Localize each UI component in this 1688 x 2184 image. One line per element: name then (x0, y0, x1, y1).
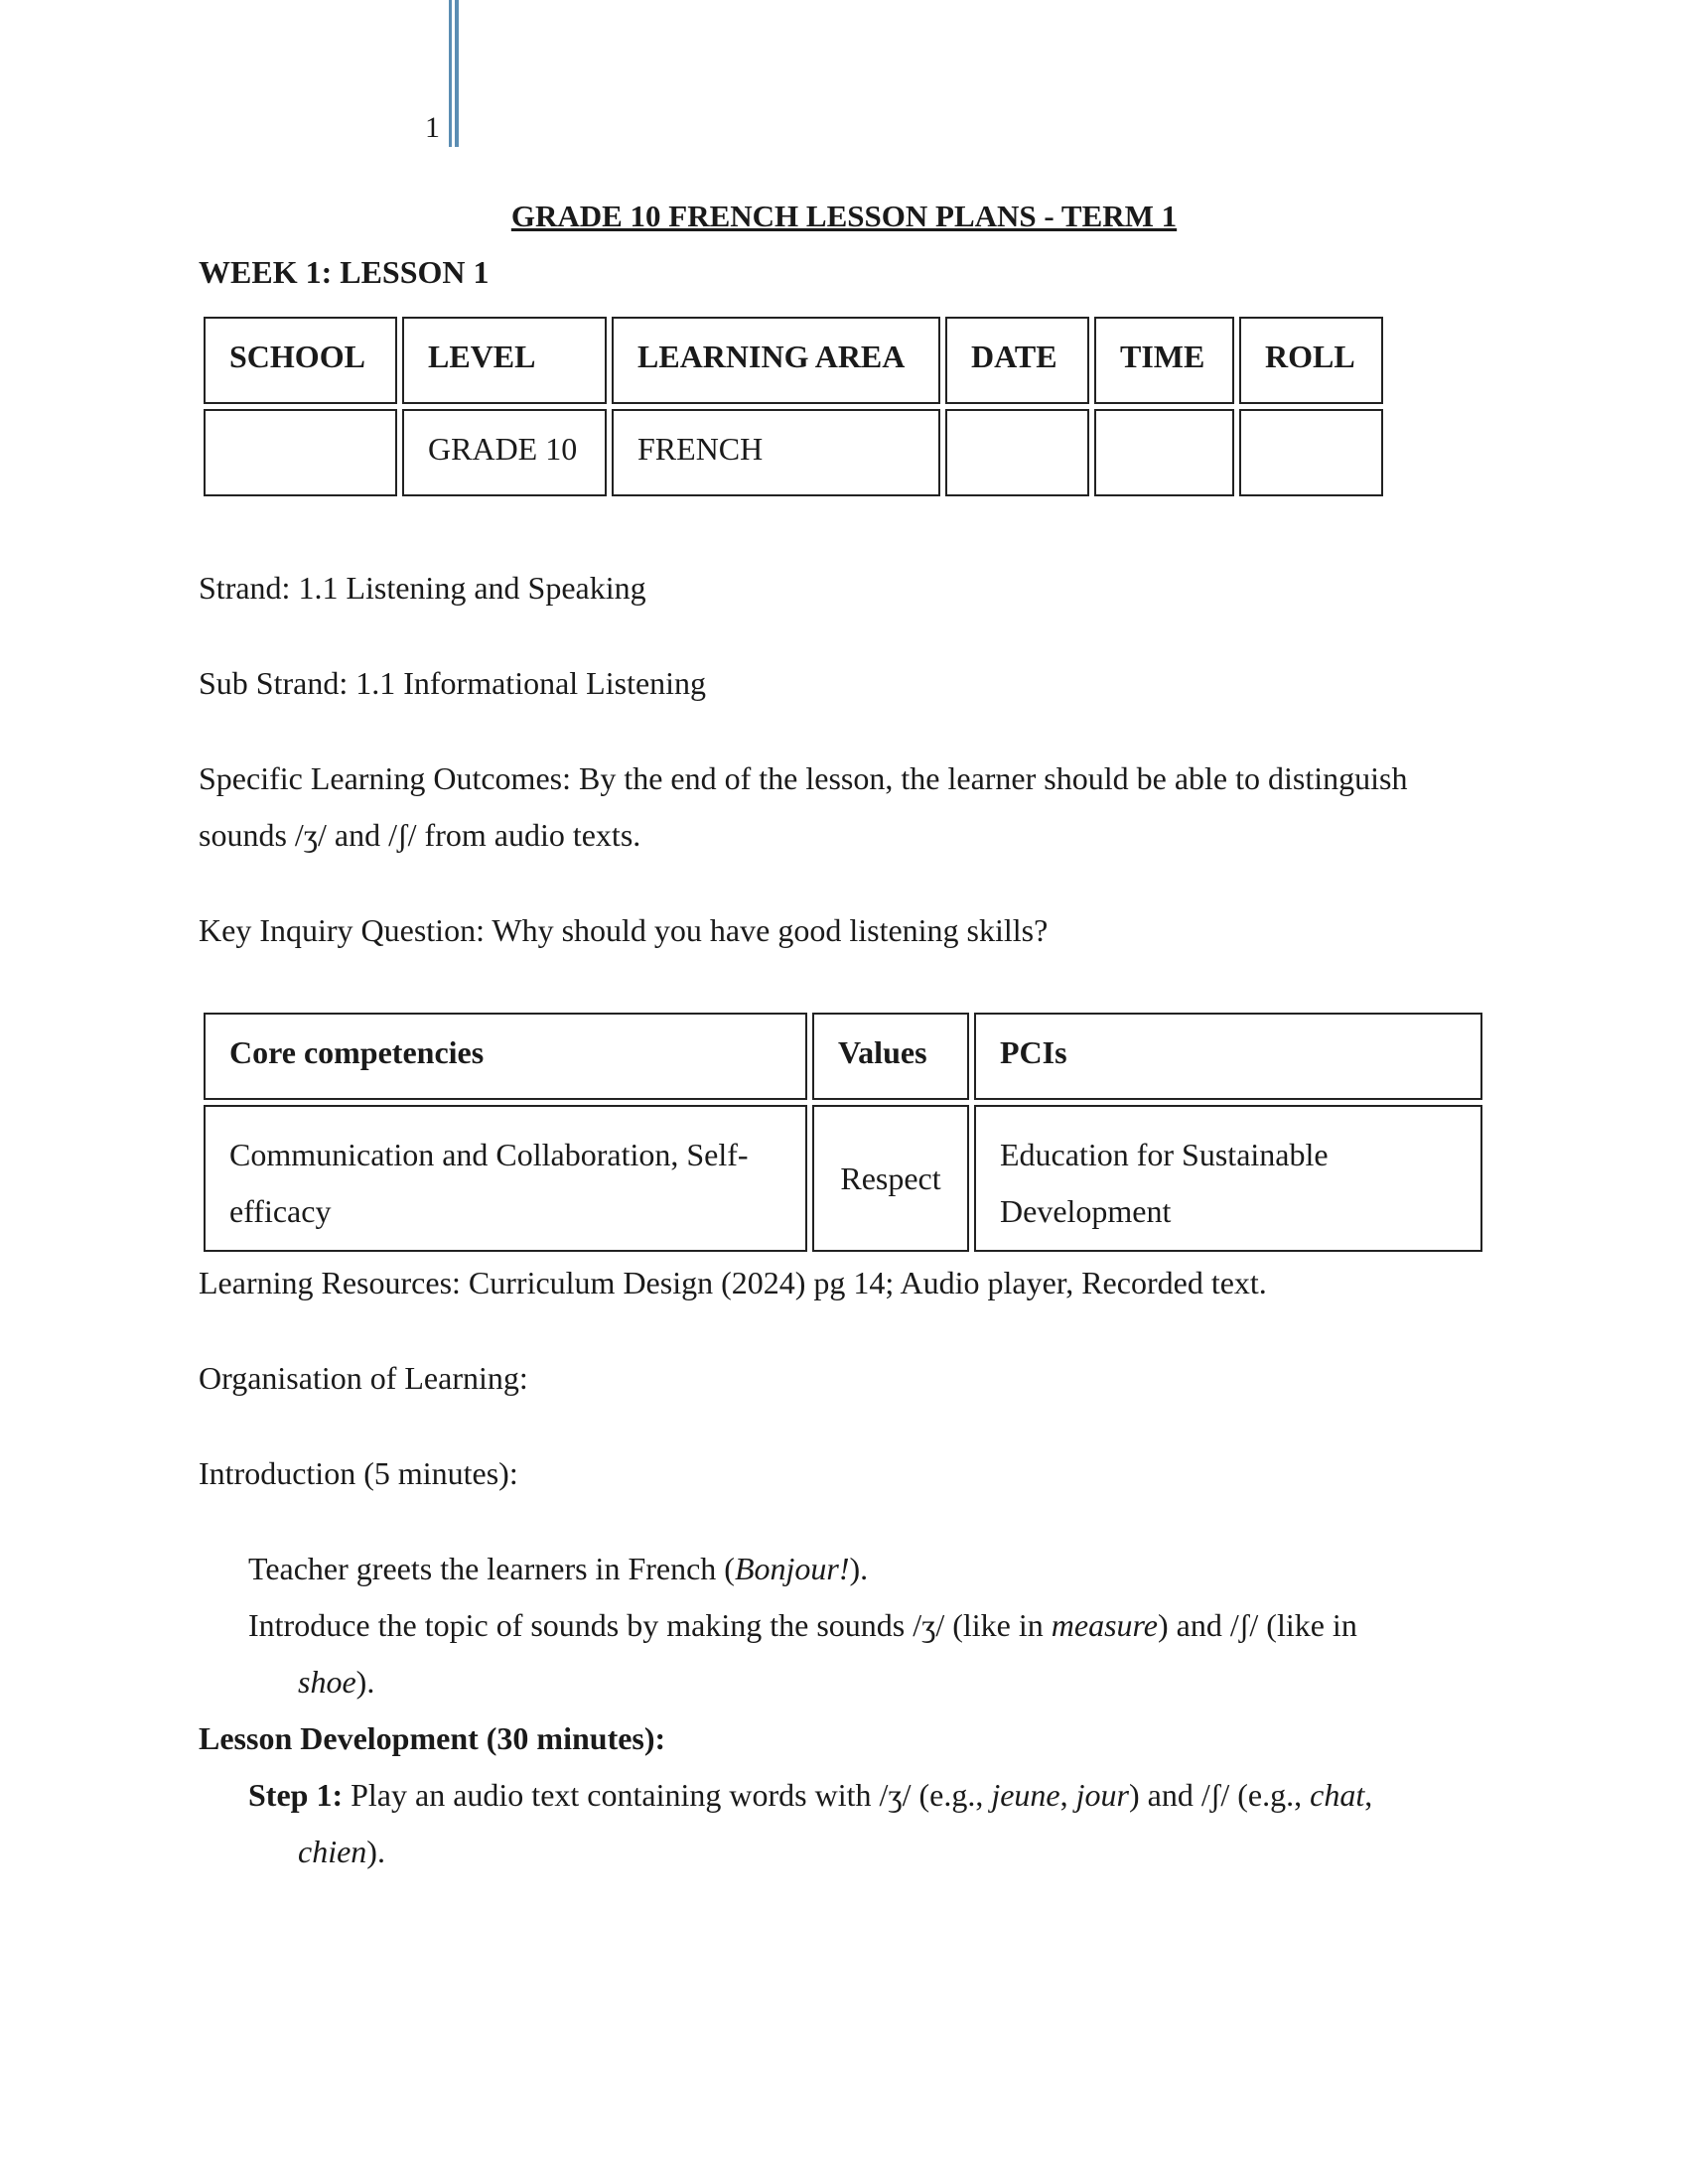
intro-topic-line-1 (248, 1597, 1357, 1654)
page-number: 1 (425, 111, 440, 144)
step-label: Step 1: (248, 1777, 344, 1813)
intro-greeting (248, 1541, 868, 1597)
learning-outcomes-line-2: sounds /ʒ/ and /ʃ/ from audio texts. (199, 817, 641, 853)
text: ). (849, 1551, 869, 1586)
cell-values: Respect (812, 1105, 969, 1252)
lesson-info-table (199, 312, 1388, 501)
key-inquiry-question: Key Inquiry Question: Why should you have good listening skills? (199, 912, 1049, 948)
italic-word: Bonjour! (734, 1551, 850, 1586)
table-row (204, 1105, 1482, 1252)
text: , (1364, 1777, 1373, 1813)
cell-roll (1239, 409, 1383, 496)
sub-strand: Sub Strand: 1.1 Informational Listening (199, 665, 707, 701)
table-header-row (204, 1013, 1482, 1100)
learning-resources: Learning Resources: Curriculum Design (2024) pg 14; Audio player, Recorded text. (199, 1265, 1267, 1300)
learning-outcomes-line-1: Specific Learning Outcomes: By the end of the lesson, the learner should be able to distinguish (199, 760, 1408, 796)
lesson-development-heading: Lesson Development (30 minutes): (199, 1720, 666, 1756)
competency-table (199, 1008, 1487, 1257)
introduction-heading: Introduction (5 minutes): (199, 1455, 518, 1491)
header-date: DATE (945, 317, 1089, 404)
text: , (1059, 1777, 1076, 1813)
page-title: GRADE 10 FRENCH LESSON PLANS - TERM 1 (510, 199, 1178, 233)
organisation-heading: Organisation of Learning: (199, 1360, 528, 1396)
cell-pcis (974, 1105, 1482, 1252)
cell-school (204, 409, 397, 496)
cell-level: GRADE 10 (402, 409, 607, 496)
header-rule (449, 0, 459, 147)
header-pcis: PCIs (974, 1013, 1482, 1100)
strand: Strand: 1.1 Listening and Speaking (199, 570, 646, 606)
text: ) and /ʃ/ (like in (1157, 1607, 1357, 1643)
text: Play an audio text containing words with /ʒ/ (e.g., (343, 1777, 992, 1813)
italic-word: shoe (298, 1664, 356, 1700)
table-row (204, 409, 1383, 496)
italic-word: chat (1310, 1777, 1365, 1813)
step-1-line-1 (248, 1767, 1372, 1824)
header-roll: ROLL (1239, 317, 1383, 404)
header-time: TIME (1094, 317, 1234, 404)
cell-time (1094, 409, 1234, 496)
header-school: SCHOOL (204, 317, 397, 404)
header-learning-area: LEARNING AREA (612, 317, 940, 404)
intro-topic-line-2 (298, 1654, 374, 1710)
core-competencies-line-2: efficacy (229, 1193, 332, 1229)
italic-word: measure (1051, 1607, 1158, 1643)
text: Teacher greets the learners in French ( (248, 1551, 735, 1586)
italic-word: jeune (991, 1777, 1060, 1813)
cell-core-competencies (204, 1105, 807, 1252)
pcis-line-1: Education for Sustainable (1000, 1137, 1329, 1172)
table-header-row (204, 317, 1383, 404)
header-values: Values (812, 1013, 969, 1100)
step-1-line-2 (298, 1824, 385, 1880)
text: Introduce the topic of sounds by making the sounds /ʒ/ (like in (248, 1607, 1052, 1643)
week-heading: WEEK 1: LESSON 1 (199, 254, 490, 290)
italic-word: chien (298, 1834, 367, 1869)
text: ) and /ʃ/ (e.g., (1128, 1777, 1311, 1813)
cell-learning-area: FRENCH (612, 409, 940, 496)
cell-date (945, 409, 1089, 496)
text: ). (355, 1664, 375, 1700)
header-level: LEVEL (402, 317, 607, 404)
pcis-line-2: Development (1000, 1193, 1172, 1229)
text: ). (366, 1834, 385, 1869)
header-core-competencies: Core competencies (204, 1013, 807, 1100)
italic-word: jour (1075, 1777, 1129, 1813)
core-competencies-line-1: Communication and Collaboration, Self- (229, 1137, 749, 1172)
